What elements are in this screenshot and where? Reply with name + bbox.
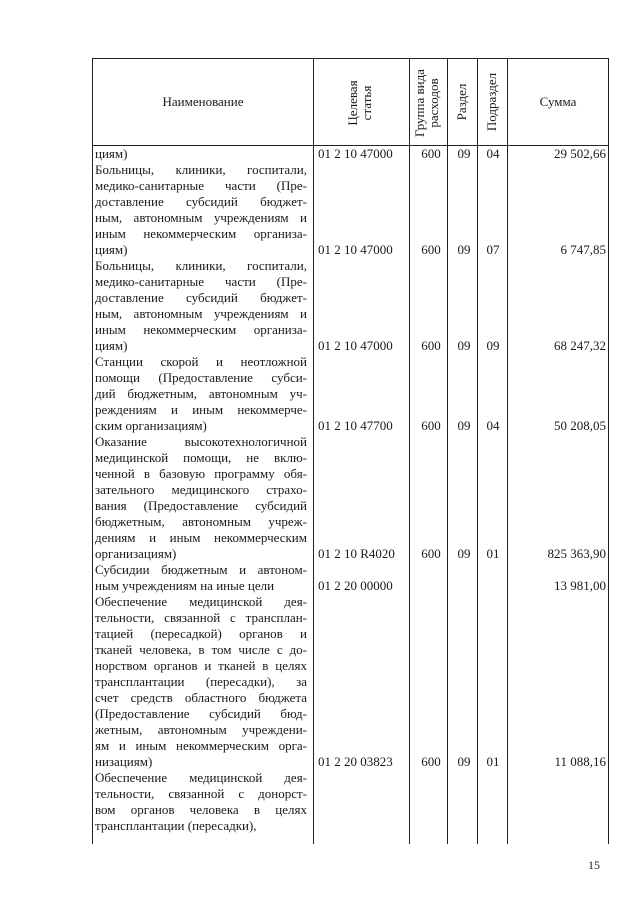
header-sum (508, 59, 608, 145)
target-article-cell: 01 2 10 47000 (318, 146, 393, 161)
name-line: трансплантации (пересадки), за (95, 674, 307, 689)
name-line: доставление субсидий бюджет- (95, 194, 307, 209)
sum-cell: 13 981,00 (554, 578, 606, 593)
name-line: бюджетным, автономным учреж- (95, 514, 307, 529)
page-number: 15 (588, 858, 600, 872)
name-line: ным, автономным учреждениям и (95, 210, 307, 225)
col-divider-4 (477, 58, 478, 844)
name-line: Станции скорой и неотложной (95, 354, 307, 369)
name-line: ям и иным некоммерческим орга- (95, 738, 307, 753)
name-line: циям) (95, 242, 128, 257)
target-article-cell: 01 2 20 00000 (318, 578, 393, 593)
name-line: Обеспечение медицинской дея- (95, 594, 307, 609)
name-line: Оказание высокотехнологичной (95, 434, 307, 449)
name-line: Больницы, клиники, госпитали, (95, 258, 307, 273)
header-sum-label: Сумма (539, 94, 577, 109)
name-line: Субсидии бюджетным и автоном- (95, 562, 307, 577)
name-line: ным учреждениям на иные цели (95, 578, 275, 593)
name-line: циям) (95, 146, 128, 161)
name-line: тельности, связанной с донорст- (95, 786, 307, 801)
table-right-border (608, 58, 609, 844)
header-section: Раздел (454, 83, 469, 121)
target-article-cell: 01 2 10 R4020 (318, 546, 395, 561)
name-line: ским организациям) (95, 418, 207, 433)
name-line: медицинской помощи, не вклю- (95, 450, 307, 465)
target-article-cell: 01 2 10 47700 (318, 418, 393, 433)
col-divider-1 (313, 58, 314, 844)
name-line: дениям и иным некоммерческим (95, 530, 307, 545)
name-line: дий бюджетным, автономным уч- (95, 386, 307, 401)
header-target-article: Целевая статья (345, 80, 374, 126)
name-line: организациям) (95, 546, 177, 561)
table-left-border (92, 58, 93, 844)
target-article-cell: 01 2 10 47000 (318, 242, 393, 257)
header-name (93, 59, 313, 145)
name-line: Обеспечение медицинской дея- (95, 770, 307, 785)
target-article-cell: 01 2 10 47000 (318, 338, 393, 353)
col-divider-5 (507, 58, 508, 844)
section-cell: 09 (457, 546, 471, 561)
sum-cell: 29 502,66 (554, 146, 606, 161)
expense-group-cell: 600 (421, 754, 441, 769)
name-line: тацией (пересадкой) органов и (95, 626, 307, 641)
name-line: тельности, связанной с трансплан- (95, 610, 307, 625)
subsection-cell: 04 (486, 146, 500, 161)
header-expense-group: Группа вида расходов (412, 69, 441, 137)
section-cell: 09 (457, 418, 471, 433)
expense-group-cell: 600 (421, 546, 441, 561)
name-line: жетным, автономным учреждени- (95, 722, 307, 737)
name-line: зательного медицинского страхо- (95, 482, 307, 497)
sum-cell: 6 747,85 (560, 242, 606, 257)
subsection-cell: 04 (486, 418, 500, 433)
section-cell: 09 (457, 754, 471, 769)
name-line: норством органов и тканей в целях (95, 658, 307, 673)
name-line: Больницы, клиники, госпитали, (95, 162, 307, 177)
section-cell: 09 (457, 338, 471, 353)
sum-cell: 825 363,90 (547, 546, 606, 561)
col-divider-3 (447, 58, 448, 844)
expense-group-cell: 600 (421, 242, 441, 257)
subsection-cell: 01 (486, 754, 500, 769)
expense-group-cell: 600 (421, 338, 441, 353)
name-line: вания (Предоставление субсидий (95, 498, 307, 513)
name-line: доставление субсидий бюджет- (95, 290, 307, 305)
sum-cell: 50 208,05 (554, 418, 606, 433)
expense-group-cell: 600 (421, 418, 441, 433)
sum-cell: 11 088,16 (554, 754, 606, 769)
expense-group-cell: 600 (421, 146, 441, 161)
name-line: реждениям и иным некоммерче- (95, 402, 307, 417)
name-line: (Предоставление субсидий бюд- (95, 706, 307, 721)
sum-cell: 68 247,32 (554, 338, 606, 353)
target-article-cell: 01 2 20 03823 (318, 754, 393, 769)
name-line: циям) (95, 338, 128, 353)
name-line: вом органов человека в целях (95, 802, 307, 817)
header-name-label: Наименование (162, 94, 244, 109)
name-line: тканей человека, в том числе с до- (95, 642, 307, 657)
name-line: ченной в базовую программу обя- (95, 466, 307, 481)
name-line: иным некоммерческим организа- (95, 322, 307, 337)
name-line: медико-санитарные части (Пре- (95, 178, 307, 193)
name-line: низациям) (95, 754, 153, 769)
name-line: помощи (Предоставление субси- (95, 370, 307, 385)
name-line: иным некоммерческим организа- (95, 226, 307, 241)
col-divider-2 (409, 58, 410, 844)
subsection-cell: 07 (486, 242, 500, 257)
section-cell: 09 (457, 242, 471, 257)
header-subsection: Подраздел (484, 72, 499, 132)
section-cell: 09 (457, 146, 471, 161)
name-line: трансплантации (пересадки), (95, 818, 257, 833)
subsection-cell: 09 (486, 338, 500, 353)
name-line: медико-санитарные части (Пре- (95, 274, 307, 289)
name-line: счет средств областного бюджета (95, 690, 307, 705)
subsection-cell: 01 (486, 546, 500, 561)
name-line: ным, автономным учреждениям и (95, 306, 307, 321)
